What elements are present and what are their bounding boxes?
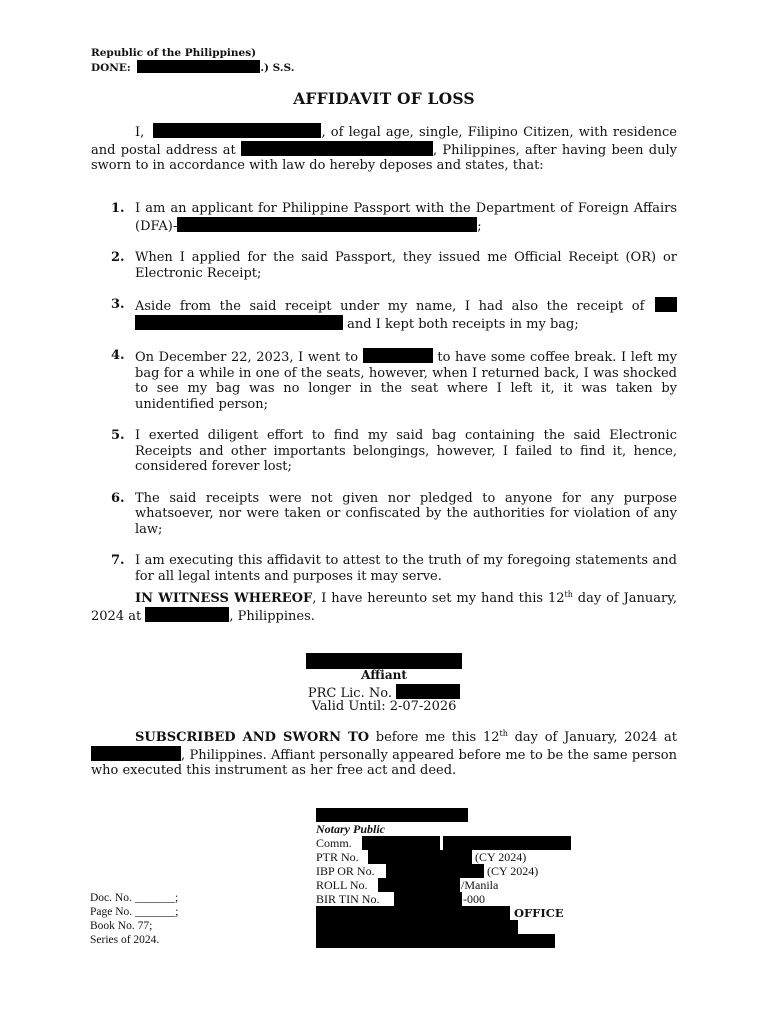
- redaction-bar: [316, 808, 468, 822]
- ptr-cy: (CY 2024): [475, 850, 527, 864]
- redaction-bar: [135, 315, 343, 330]
- item-number: 5.: [111, 428, 125, 443]
- redaction-bar: [368, 850, 472, 864]
- item-text: I am an applicant for Philippine Passport with the Department of Foreign Affairs (DFA)-: [135, 201, 677, 234]
- affiant-label: Affiant: [361, 668, 407, 682]
- redaction-bar: [306, 653, 462, 669]
- redaction-bar: [316, 934, 555, 948]
- witness-lead: IN WITNESS WHEREOF: [135, 591, 313, 606]
- notary-comm-line: [316, 836, 576, 850]
- item-text-end: and I kept both receipts in my bag;: [347, 316, 579, 332]
- document-title: AFFIDAVIT OF LOSS: [293, 89, 475, 108]
- redaction-bar: [386, 864, 484, 878]
- item-text: When I applied for the said Passport, they issued me Official Receipt (OR) or Electronic Receipt;: [135, 250, 677, 281]
- notary-block: [316, 808, 576, 948]
- item-text: I am executing this affidavit to attest to the truth of my foregoing statements and for all legal intents and purposes it may serve.: [135, 553, 677, 584]
- list-item: [91, 428, 677, 475]
- item-text-end: to have some coffee break. I left my bag for a while in one of the seats, however, when I returned back, I was shocked to see my bag was no longer in the seat where I left it, it was taken by unidentified person;: [135, 350, 678, 412]
- venue-header: [91, 46, 294, 75]
- notary-title-line: [316, 822, 576, 836]
- notary-office-line: [316, 906, 576, 920]
- statement-list: [91, 201, 677, 600]
- item-number: 6.: [111, 490, 125, 506]
- notary-name-line: [316, 808, 576, 822]
- venue-line-done: [91, 60, 294, 75]
- notary-address-line: [316, 920, 576, 934]
- redaction-bar: [394, 892, 462, 906]
- redaction-bar: [145, 607, 229, 622]
- tin-label: BIR TIN No.: [316, 892, 380, 906]
- notary-roll-line: [316, 878, 576, 892]
- jurat-paragraph: [91, 730, 677, 779]
- document-register: [90, 891, 178, 947]
- ibp-label: IBP OR No.: [316, 864, 375, 878]
- ptr-label: PTR No.: [316, 850, 359, 864]
- series-year: Series of 2024.: [90, 934, 160, 946]
- item-number: 2.: [111, 250, 125, 265]
- redaction-bar: [363, 348, 433, 363]
- list-item: [91, 250, 677, 281]
- witness-text-1: , I have hereunto set my hand this 12: [312, 591, 565, 606]
- jurat-text-2: day of January, 2024 at: [507, 730, 677, 745]
- roll-label: ROLL No.: [316, 878, 368, 892]
- jurat-text-3: , Philippines. Affiant personally appeared before me to be the same person who executed this instrument as her free act and deed.: [91, 747, 677, 778]
- redaction-bar: [378, 878, 460, 892]
- list-item: [91, 297, 677, 332]
- intro-text-1: I,: [135, 125, 145, 140]
- item-text: Aside from the said receipt under my name, I had also the receipt of: [135, 299, 645, 314]
- list-item: [91, 491, 677, 538]
- ibp-cy: (CY 2024): [487, 864, 539, 878]
- jurat-text-1: before me this 12: [369, 730, 500, 745]
- venue-line-republic: Republic of the Philippines): [91, 47, 257, 59]
- redaction-bar: [396, 684, 460, 699]
- done-label: DONE:: [91, 62, 131, 74]
- redaction-bar: [655, 297, 677, 312]
- page-number: Page No. _______;: [90, 906, 179, 918]
- redaction-bar: [316, 920, 518, 934]
- witness-ordinal: th: [564, 590, 573, 599]
- notary-title: Notary Public: [316, 822, 385, 836]
- item-text: The said receipts were not given nor pledged to anyone for any purpose whatsoever, nor were taken or confiscated by the authorities for violation of any law;: [135, 490, 677, 537]
- tin-suffix: -000: [463, 892, 485, 906]
- redaction-bar: [316, 906, 510, 920]
- witness-paragraph: [91, 591, 677, 624]
- notary-address-line-2: [316, 934, 576, 948]
- intro-text-3: , Philippines, after having been duly sworn to in accordance with law do hereby deposes and states, that:: [91, 142, 677, 173]
- doc-number: Doc. No. _______;: [90, 892, 179, 904]
- redaction-bar: [362, 836, 440, 850]
- valid-until: Valid Until: 2-07-2026: [311, 699, 457, 714]
- intro-text-2: , of legal age, single, Filipino Citizen, with residence and postal address at: [91, 125, 677, 158]
- prc-label: PRC Lic. No.: [307, 686, 392, 701]
- item-number: 4.: [111, 348, 125, 363]
- witness-text-2: day of January, 2024 at: [91, 591, 678, 624]
- list-item: [91, 201, 677, 234]
- jurat-lead: SUBSCRIBED AND SWORN TO: [135, 730, 370, 745]
- notary-ibp-line: [316, 864, 576, 878]
- office-label: OFFICE: [514, 906, 564, 920]
- book-number: Book No. 77;: [90, 920, 153, 932]
- item-text: I exerted diligent effort to find my said bag containing the said Electronic Receipts and other importants belongings, however, I failed to find it, hence, considered forever lost;: [135, 428, 677, 474]
- notary-tin-line: [316, 892, 576, 906]
- redaction-bar: [443, 836, 571, 850]
- comm-label: Comm.: [316, 836, 352, 850]
- item-text-end: ;: [477, 218, 482, 234]
- list-item: [91, 553, 677, 584]
- item-number: 7.: [111, 553, 125, 568]
- notary-ptr-line: [316, 850, 576, 864]
- list-item: [91, 348, 677, 412]
- item-number: 3.: [111, 297, 125, 312]
- redaction-bar: [177, 217, 477, 232]
- roll-suffix: /Manila: [461, 878, 499, 892]
- redaction-bar: [137, 60, 260, 73]
- redaction-bar: [241, 141, 433, 156]
- redaction-bar: [91, 746, 181, 761]
- jurat-ordinal: th: [499, 729, 508, 738]
- intro-paragraph: [91, 123, 677, 174]
- witness-text-3: , Philippines.: [229, 608, 315, 624]
- item-number: 1.: [111, 201, 125, 216]
- item-text: On December 22, 2023, I went to: [135, 350, 359, 365]
- redaction-bar: [153, 123, 321, 138]
- ss-label: .) S.S.: [260, 62, 295, 74]
